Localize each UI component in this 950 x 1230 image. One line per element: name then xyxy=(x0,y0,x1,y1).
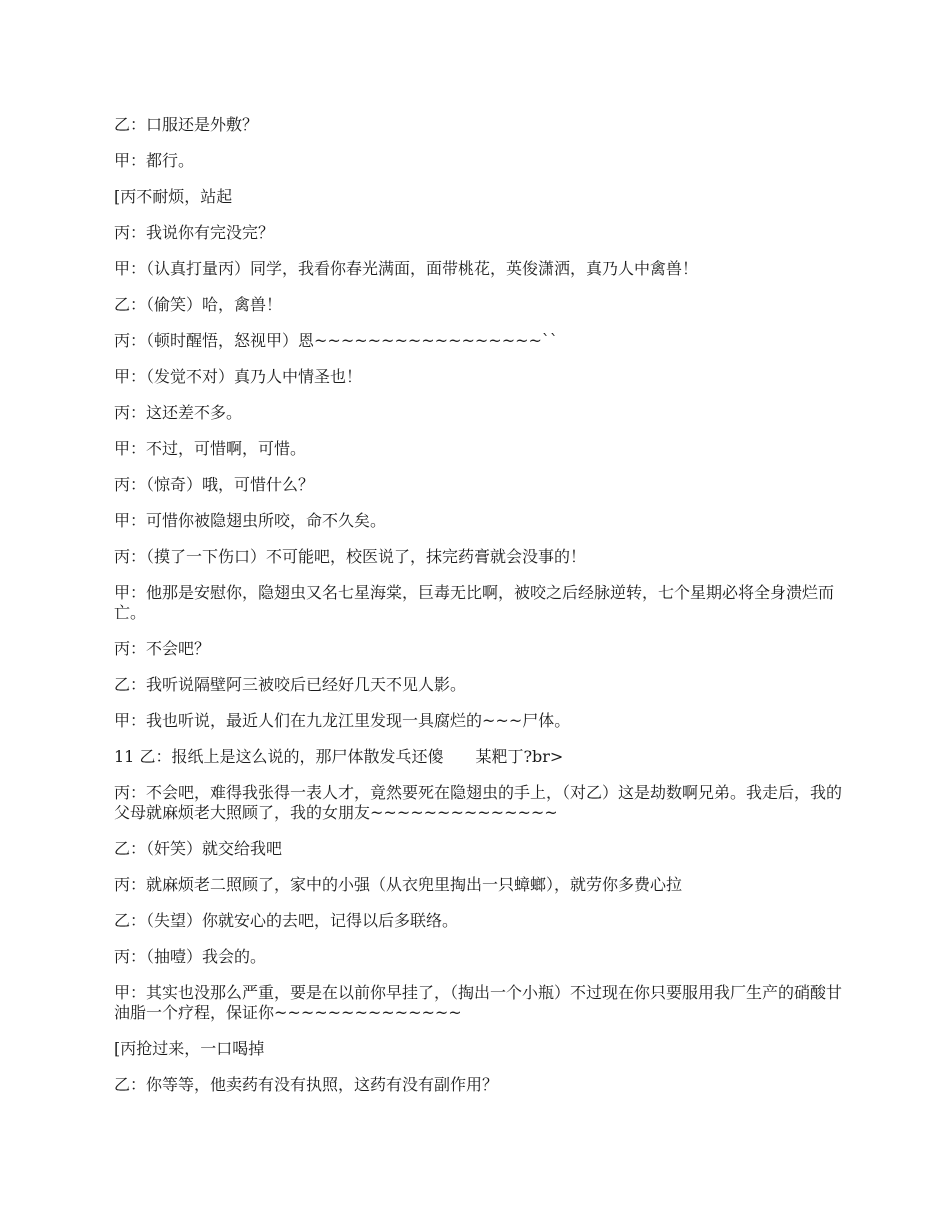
dialogue-line: 丙：不会吧？ xyxy=(114,639,211,658)
dialogue-line: 丙：（摸了一下伤口）不可能吧，校医说了，抹完药膏就会没事的！ xyxy=(114,547,587,566)
dialogue-line: 甲：可惜你被隐翅虫所咬，命不久矣。 xyxy=(114,511,387,530)
dialogue-line: 甲：（认真打量丙）同学，我看你春光满面，面带桃花，英俊潇洒，真乃人中禽兽！ xyxy=(114,259,699,278)
dialogue-line: 11 乙：报纸上是这么说的，那尸体散发乓还傻 某粑丁?br> xyxy=(114,747,564,766)
dialogue-line: 丙：不会吧，难得我张得一表人才，竟然要死在隐翅虫的手上，（对乙）这是劫数啊兄弟。我走后，我的父母就麻烦老大照顾了，我的女朋友~~~~~~~~~~~~~~ xyxy=(114,783,843,822)
dialogue-line: 丙：（惊奇）哦，可惜什么？ xyxy=(114,475,315,494)
dialogue-line: 乙：我听说隔壁阿三被咬后已经好几天不见人影。 xyxy=(114,675,467,694)
dialogue-line: 乙：（失望）你就安心的去吧，记得以后多联络。 xyxy=(114,911,459,930)
dialogue-line: 甲：我也听说，最近人们在九龙江里发现一具腐烂的~~~尸体。 xyxy=(114,711,571,730)
dialogue-line: 甲：不过，可惜啊，可惜。 xyxy=(114,439,307,458)
dialogue-line: 甲：他那是安慰你，隐翅虫又名七星海棠，巨毒无比啊，被咬之后经脉逆转，七个星期必将全身溃烂而亡。 xyxy=(114,583,835,622)
stage-direction: [丙不耐烦，站起 xyxy=(114,187,233,206)
dialogue-line: 甲：其实也没那么严重，要是在以前你早挂了，（掏出一个小瓶）不过现在你只要服用我厂生产的硝酸甘油脂一个疗程，保证你~~~~~~~~~~~~~~ xyxy=(114,983,843,1022)
dialogue-line: 甲：都行。 xyxy=(114,151,195,170)
document-page xyxy=(114,115,844,1111)
dialogue-line: 乙：你等等，他卖药有没有执照，这药有没有副作用？ xyxy=(114,1075,499,1094)
dialogue-line: 丙：（顿时醒悟，怒视甲）恩~~~~~~~~~~~~~~~~~`` xyxy=(114,331,558,350)
dialogue-line: 乙：（奸笑）就交给我吧 xyxy=(114,839,283,858)
dialogue-line: 乙：口服还是外敷？ xyxy=(114,115,259,134)
dialogue-line: 丙：（抽噎）我会的。 xyxy=(114,947,267,966)
dialogue-line: 乙：（偷笑）哈，禽兽！ xyxy=(114,295,283,314)
stage-direction: [丙抢过来，一口喝掉 xyxy=(114,1039,265,1058)
dialogue-line: 丙：就麻烦老二照顾了，家中的小强（从衣兜里掏出一只蟑螂），就劳你多费心拉 xyxy=(114,875,683,894)
dialogue-line: 甲：（发觉不对）真乃人中情圣也！ xyxy=(114,367,363,386)
dialogue-line: 丙：这还差不多。 xyxy=(114,403,243,422)
dialogue-line: 丙：我说你有完没完？ xyxy=(114,223,275,242)
